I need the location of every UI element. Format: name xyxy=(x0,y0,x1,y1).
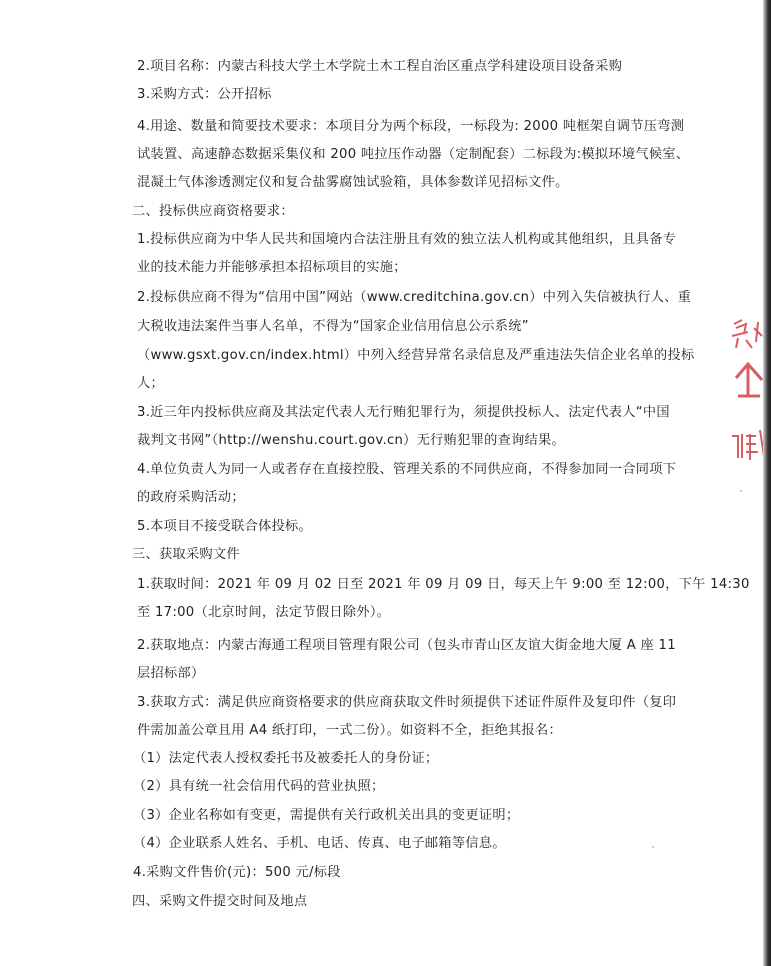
required-doc-4: （4）企业联系人姓名、手机、电话、传真、电子邮箱等信息。 xyxy=(133,836,506,851)
qual-item-3: 3.近三年内投标供应商及其法定代表人无行贿犯罪行为，须提供投标人、法定代表人“中国 xyxy=(137,405,670,420)
doc-price: 4.采购文件售价(元)：500 元/标段 xyxy=(133,865,341,880)
required-doc-3: （3）企业名称如有变更，需提供有关行政机关出具的变更证明； xyxy=(133,808,520,823)
obtain-time: 1.获取时间：2021 年 09 月 02 日至 2021 年 09 月 09 日，每天上午 9:00 至 12:00，下午 14:30 xyxy=(137,577,750,592)
qual-item-4-cont: 的政府采购活动； xyxy=(137,490,245,505)
qual-item-5: 5.本项目不接受联合体投标。 xyxy=(137,519,313,534)
scan-speck xyxy=(740,490,742,492)
seal-stamp xyxy=(728,318,768,468)
item-requirements-cont: 试装置、高速静态数据采集仪和 200 吨拉压作动器（定制配套）二标段为:模拟环境气候室、 xyxy=(137,147,690,162)
obtain-method-cont: 件需加盖公章且用 A4 纸打印，一式二份）。如资料不全，拒绝其报名： xyxy=(137,723,563,738)
section-heading-qualifications: 二、投标供应商资格要求： xyxy=(132,204,294,219)
qual-item-1-cont: 业的技术能力并能够承担本招标项目的实施； xyxy=(137,260,407,275)
item-requirements: 4.用途、数量和简要技术要求：本项目分为两个标段，一标段为: 2000 吨框架自调节压弯测 xyxy=(137,119,685,134)
page-edge-shadow xyxy=(763,0,771,966)
obtain-location-cont: 层招标部） xyxy=(137,666,205,681)
qual-item-2-cont: （www.gsxt.gov.cn/index.html）中列入经营异常名录信息及严重违法失信企业名单的投标 xyxy=(137,348,695,363)
seal-stamp-graphic xyxy=(728,318,768,468)
item-requirements-cont: 混凝土气体渗透测定仪和复合盐雾腐蚀试验箱，具体参数详见招标文件。 xyxy=(137,175,569,190)
section-heading-obtain-docs: 三、获取采购文件 xyxy=(132,547,240,562)
qual-item-4: 4.单位负责人为同一人或者存在直接控股、管理关系的不同供应商，不得参加同一合同项下 xyxy=(137,462,677,477)
item-project-name: 2.项目名称：内蒙古科技大学土木学院土木工程自治区重点学科建设项目设备采购 xyxy=(137,59,623,74)
required-doc-1: （1）法定代表人授权委托书及被委托人的身份证； xyxy=(133,751,439,766)
qual-item-3-cont: 裁判文书网”（http://wenshu.court.gov.cn）无行贿犯罪的查询结果。 xyxy=(137,433,566,448)
required-doc-2: （2）具有统一社会信用代码的营业执照； xyxy=(133,779,385,794)
obtain-location: 2.获取地点：内蒙古海通工程项目管理有限公司（包头市青山区友谊大街金地大厦 A 座 11 xyxy=(137,638,676,653)
qual-item-2-cont: 大税收违法案件当事人名单，不得为“国家企业信用信息公示系统” xyxy=(137,319,529,334)
obtain-method: 3.获取方式：满足供应商资格要求的供应商获取文件时须提供下述证件原件及复印件（复印 xyxy=(137,695,677,710)
section-heading-submission: 四、采购文件提交时间及地点 xyxy=(132,894,308,909)
qual-item-2-cont: 人； xyxy=(137,376,164,391)
qual-item-1: 1.投标供应商为中华人民共和国境内合法注册且有效的独立法人机构或其他组织，且具备专 xyxy=(137,232,677,247)
qual-item-2: 2.投标供应商不得为“信用中国”网站（www.creditchina.gov.cn）中列入失信被执行人、重 xyxy=(137,290,692,305)
scan-speck xyxy=(652,846,654,848)
obtain-time-cont: 至 17:00（北京时间，法定节假日除外）。 xyxy=(137,605,391,620)
item-procurement-method: 3.采购方式：公开招标 xyxy=(137,87,272,102)
